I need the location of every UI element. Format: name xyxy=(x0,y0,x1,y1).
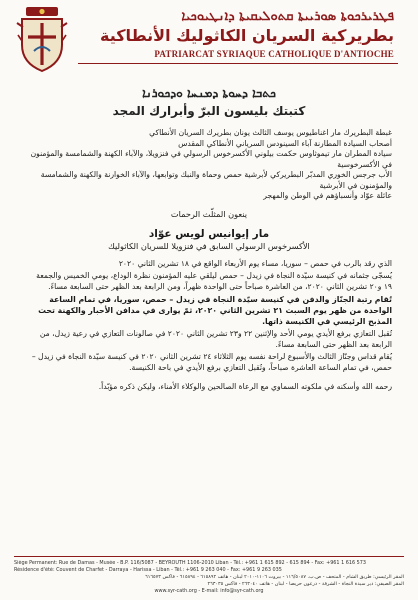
notice-text: الذي رقد بالرب في حمص – سوريا، مساء يوم الأربعاء الواقع في ١٨ تشرين الثاني ٢٠٢٠ xyxy=(118,258,392,268)
letterhead-footer xyxy=(14,556,404,595)
announcer-line: غبطة البطريرك مار اغناطيوس يوسف الثالث يونان بطريرك السريان الأنطاكي xyxy=(149,128,392,137)
title-arabic: كتبتك بليسون البرّ وأبرارك المجد xyxy=(112,104,306,118)
condolence-notice: تُقبل التعازي برفع الأيدي يومي الأحد والإثنين ٢٢ و٢٣ تشرين الثاني ٢٠٢٠ في صالونات التعازي في رعية زيدل، من الرابعة بعد الظهر حتى السابعة مساءً. xyxy=(39,329,392,349)
footer-website: www.syr-cath.org - E-mail: info@syr-cath.org xyxy=(154,588,264,594)
funeral-notice: تُقام رتبة الجنّاز والدفن في كنيسة سيّدة النجاة في زيدل – حمص، سوريا، في تمام الساعة الواحدة من ظهر يوم السبت ٢١ تشرين الثاني ٢٠٢٠، ثمّ يوارى في مدافن الأحبار والكهنة تحت المذبح الرئيسي في الكنيسة ذاتها. xyxy=(38,295,392,326)
announcer-line: أصحاب السيادة المطارنة آباء السينودس السرياني الأنطاكي المقدس xyxy=(178,138,392,148)
patriarchate-crest-icon xyxy=(14,5,70,77)
document-body xyxy=(26,128,392,393)
footer-address-line: المقر الرئيسي: طريق الشام - المتحف - ص.ب. ١١٦/٥٠٨٧ - بيروت ١١٠٦-٢٠١٠ لبنان - هاتف ٦١٥٨٩٢ - ٦١٥٨٩٤ - فاكس ٦١٦٥٧٣ xyxy=(145,574,404,580)
condolence-notice: يُقام قداس وجنّاز الثالث والأسبوع لراحة نفسه يوم الثلاثاء ٢٤ تشرين الثاني ٢٠٢٠ في كنيسة سيّدة النجاة في زيدل – حمص، في تمام الساعة العاشرة صباحاً، وتُقبل التعازي برفع الأيدي في باحة الكنيسة. xyxy=(31,352,392,372)
title-syriac: ܟܬܒܐ ܕܚܘܬܐ ܕܡܢܚܐ ܘܕܟܘܪܢܐ xyxy=(142,86,276,100)
footer-address-line: Résidence d'été: Couvent de Charfet - Darraya - Harissa - Liban - Tél.: +961 9 263 040 - Fax: +961 9 263 035 xyxy=(14,567,282,573)
deceased-title: الأكسرخوس الرسولي السابق في فنزويلا للسريان الكاثوليك xyxy=(108,240,310,251)
closing-prayer: رحمه الله وأسكنه في ملكوته السماوي مع الرعاة الصالحين والوكلاء الأمناء، وليكن ذكره مؤبّداً. xyxy=(98,382,392,391)
notice-text: يُسجّى جثمانه في كنيسة سيّدة النجاة في زيدل – حمص ليلقي عليه المؤمنون نظرة الوداع، يومي الخميس والجمعة ١٩ و٢٠ تشرين الثاني ٢٠٢٠، من العاشرة صباحاً حتى الواحدة ظهراً، ومن الرابعة بعد الظهر حتى السابعة مساءً. xyxy=(36,271,392,291)
letterhead-divider xyxy=(78,63,398,64)
footer-address-line: Siège Permanent: Rue de Damas - Musée - B.P. 116/5087 - BEYROUTH 1106-2010 Liban - Tél.: +961 1 615 892 - 615 894 - Fax: +961 1 616 573 xyxy=(14,560,366,566)
notices xyxy=(26,259,392,374)
letterhead xyxy=(0,0,418,80)
announcer-line: الأب جرجس الخوري المدبّر البطريركي لأبرشية حمص وحماة والنبك وتوابعها، والآباء الخوارنة والكهنة والشمامسة والمؤمنون في الأبرشية xyxy=(40,170,392,190)
deceased-name: مار إيوانيس لويس عوّاد xyxy=(148,227,270,240)
letterhead-syriac: ܦܛܪܝܪܟܘܬܐ ܣܘܪܝܝܬܐ ܩܬܘܠܝܩܝܬܐ ܕܐܢܛܝܘܟܝܐ xyxy=(181,9,394,24)
footer-address-line: المقر الصيفي: دير سيدة النجاة - الشرفة - درعون حريصا - لبنان - هاتف ٢٦٣٠٤٠ - فاكس ٢٦٣٠٣٥ xyxy=(207,581,404,587)
announce-line: ينعون المثلّث الرحمات xyxy=(170,208,248,219)
announcer-line: سيادة المطران مار تيموثاوس حكمت بيلوني الأكسرخوس الرسولي في فنزويلا، والآباء الكهنة والشمامسة والمؤمنون في الأكسرخوسية xyxy=(30,149,392,169)
letterhead-french: PATRIARCAT SYRIAQUE CATHOLIQUE D'ANTIOCHE xyxy=(154,49,394,59)
announcer-line: عائلة عوّاد وأنسباؤهم في الوطن والمهجر xyxy=(263,191,392,200)
letterhead-arabic: بطريركية السريان الكاثوليك الأنطاكية xyxy=(100,26,394,45)
